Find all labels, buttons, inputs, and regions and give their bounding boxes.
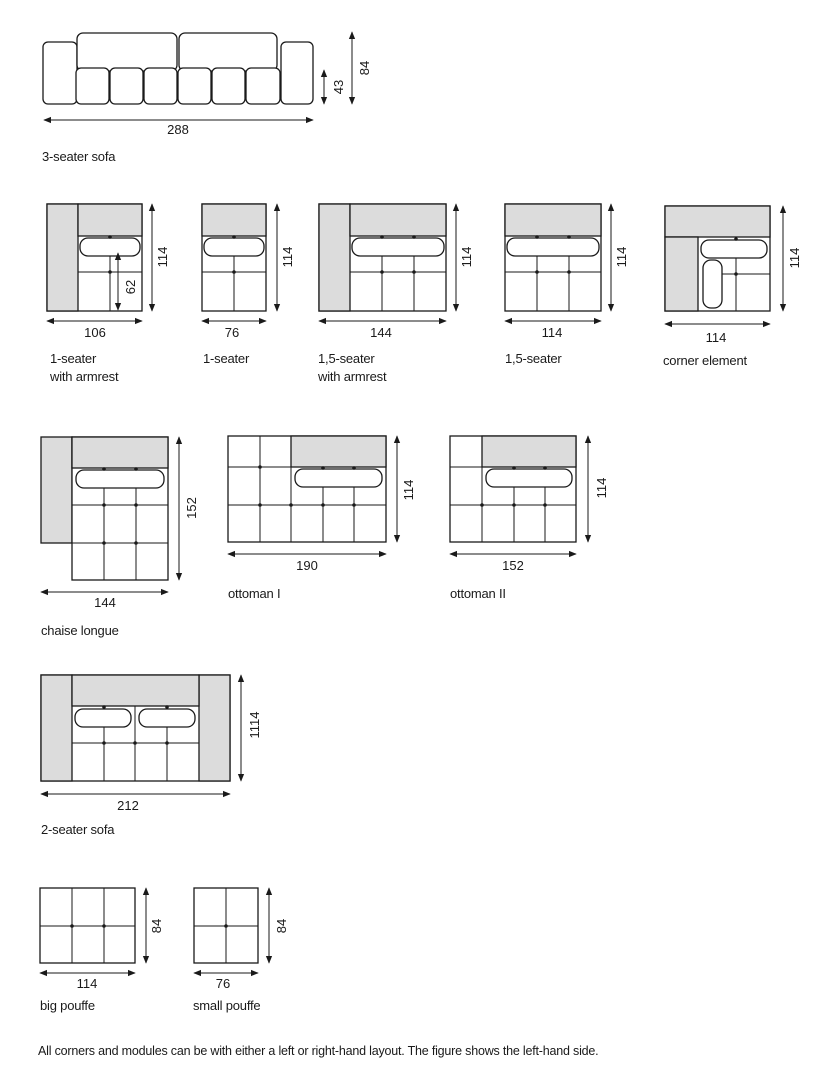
one-half-seater-armrest-depth: 114 [459,246,474,268]
seat-cushion [246,68,280,104]
one-half-seater-armrest-width: 144 [370,325,392,340]
right-armrest [281,42,313,104]
seat-cushion [144,68,177,104]
one-seater-width: 76 [224,325,240,340]
big-pouffe-label: big pouffe [40,998,95,1013]
one-seater-armrest-width: 106 [84,325,106,340]
small-pouffe-label: small pouffe [193,998,261,1013]
back-cushion-right [179,33,277,71]
one-seater-drawing [202,204,266,311]
three-seater-label: 3-seater sofa [42,149,116,164]
ottoman-2-width: 152 [502,558,524,573]
chaise-label: chaise longue [41,623,119,638]
pillow [486,469,572,487]
one-seater-armrest-label-line1: 1-seater [50,351,97,366]
left-armrest [41,675,72,781]
armrest [319,204,350,311]
side-backrest [665,237,698,311]
pillow [295,469,382,487]
one-half-seater-armrest-label-line1: 1,5-seater [318,351,375,366]
side-pillow [703,260,722,308]
backrest [482,436,576,467]
three-seater-seat-height: 43 [331,79,346,95]
big-pouffe-height: 84 [149,918,164,934]
one-half-seater-depth: 114 [614,246,629,268]
backrest [72,675,199,706]
corner-depth: 114 [787,247,802,269]
one-seater-armrest-depth: 114 [155,246,170,268]
backrest [505,204,601,236]
ottoman-2-depth: 114 [594,477,609,499]
pillow [80,238,140,256]
chaise-depth: 152 [184,497,199,519]
seat-cushion [212,68,245,104]
pillow [75,709,131,727]
big-pouffe-drawing [40,888,135,963]
armrest [41,437,72,543]
small-pouffe-height: 84 [274,918,289,934]
ottoman-2-drawing [450,436,576,542]
corner-element-drawing [665,206,770,311]
two-seater-sofa-drawing [41,675,230,781]
one-half-seater-label: 1,5-seater [505,351,562,366]
backrest [78,204,142,236]
two-seater-label: 2-seater sofa [41,822,115,837]
backrest [665,206,770,237]
pillow [76,470,164,488]
pillow [139,709,195,727]
one-seater-label: 1-seater [203,351,250,366]
one-seater-armrest-label-line2: with armrest [50,369,119,384]
pillow [204,238,264,256]
ottoman-1-width: 190 [296,558,318,573]
pillow [352,238,444,256]
three-seater-sofa-drawing [43,33,313,104]
left-armrest [43,42,77,104]
backrest [72,437,168,468]
ottoman-1-label: ottoman I [228,586,281,601]
ottoman-1-drawing [228,436,386,542]
pillow [507,238,599,256]
one-seater-armrest-seat-depth: 62 [123,279,138,295]
corner-label: corner element [663,353,747,368]
pillow [701,240,767,258]
three-seater-width: 288 [167,122,189,137]
armrest [47,204,78,311]
small-pouffe-drawing [194,888,258,963]
backrest [291,436,386,467]
seat-cushion [178,68,211,104]
big-pouffe-width: 114 [76,976,98,991]
one-seater-depth: 114 [280,246,295,268]
two-seater-depth: 1114 [247,711,262,739]
one-half-seater-armrest-label-line2: with armrest [318,369,387,384]
backrest [350,204,446,236]
corner-width: 114 [705,330,727,345]
ottoman-2-label: ottoman II [450,586,506,601]
one-half-seater-drawing [505,204,601,311]
seat-cushion [76,68,109,104]
small-pouffe-width: 76 [215,976,231,991]
chaise-width: 144 [94,595,116,610]
chaise-longue-drawing [41,437,168,580]
right-armrest [199,675,230,781]
seat-cushion [110,68,143,104]
back-cushion-left [77,33,177,71]
two-seater-width: 212 [117,798,139,813]
ottoman-1-depth: 114 [401,479,416,501]
one-half-seater-armrest-drawing [319,204,446,311]
layout-footnote: All corners and modules can be with either a left or right-hand layout. The figure shows the left-hand side. [38,1044,599,1058]
one-half-seater-width: 114 [541,325,563,340]
three-seater-height: 84 [357,60,372,76]
backrest [202,204,266,236]
